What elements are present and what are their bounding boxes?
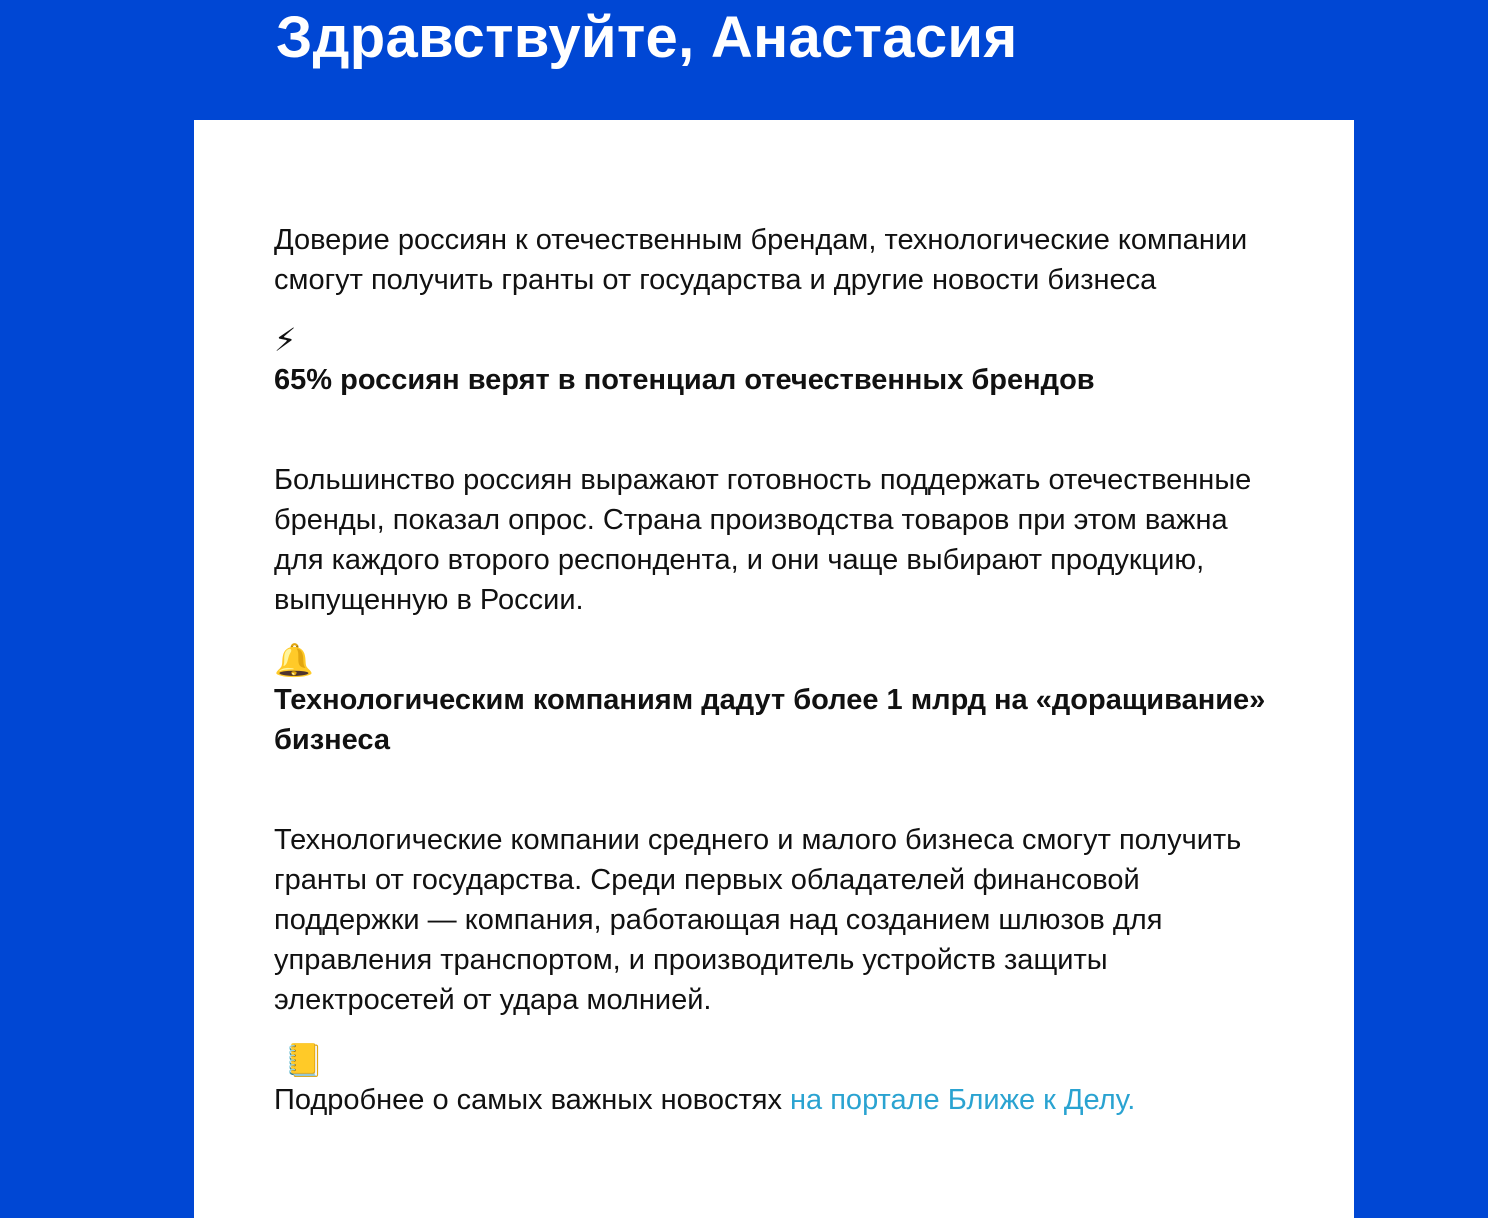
- footer-text: [274, 1080, 1284, 1120]
- news-item: [274, 640, 1284, 1020]
- bell-icon: 🔔: [274, 642, 314, 678]
- newsletter-card: [194, 120, 1354, 1218]
- lightning-icon: ⚡: [274, 322, 297, 358]
- intro-text: Доверие россиян к отечественным брендам, технологические компании смогут получить гранты от государства и другие новости бизнеса: [274, 224, 1248, 296]
- portal-link[interactable]: на портале Ближе к Делу.: [790, 1084, 1136, 1116]
- footer-label: Подробнее о самых важных новостях: [274, 1084, 791, 1116]
- news-headline: Технологическим компаниям дадут более 1 млрд на «доращивание» бизнеса: [274, 684, 1266, 756]
- news-item: [274, 320, 1284, 620]
- footer-section: [274, 1040, 1284, 1120]
- newsletter-content: [274, 220, 1284, 1120]
- news-body: Технологические компании среднего и малого бизнеса смогут получить гранты от государства. Среди первых обладателей финансовой поддержки — компания, работающая над созданием шлюзов для управления транспортом, и производитель устройств защиты электросетей от удара молнией.: [274, 824, 1242, 1016]
- news-body: Большинство россиян выражают готовность поддержать отечественные бренды, показал опрос. Страна производства товаров при этом важна для каждого второго респондента, и они чаще выбирают продукцию, выпущенную в России.: [274, 464, 1252, 616]
- news-headline: 65% россиян верят в потенциал отечественных брендов: [274, 364, 1095, 396]
- greeting-title: Здравствуйте, Анастасия: [276, 5, 1018, 70]
- notebook-icon: 📒: [284, 1042, 324, 1078]
